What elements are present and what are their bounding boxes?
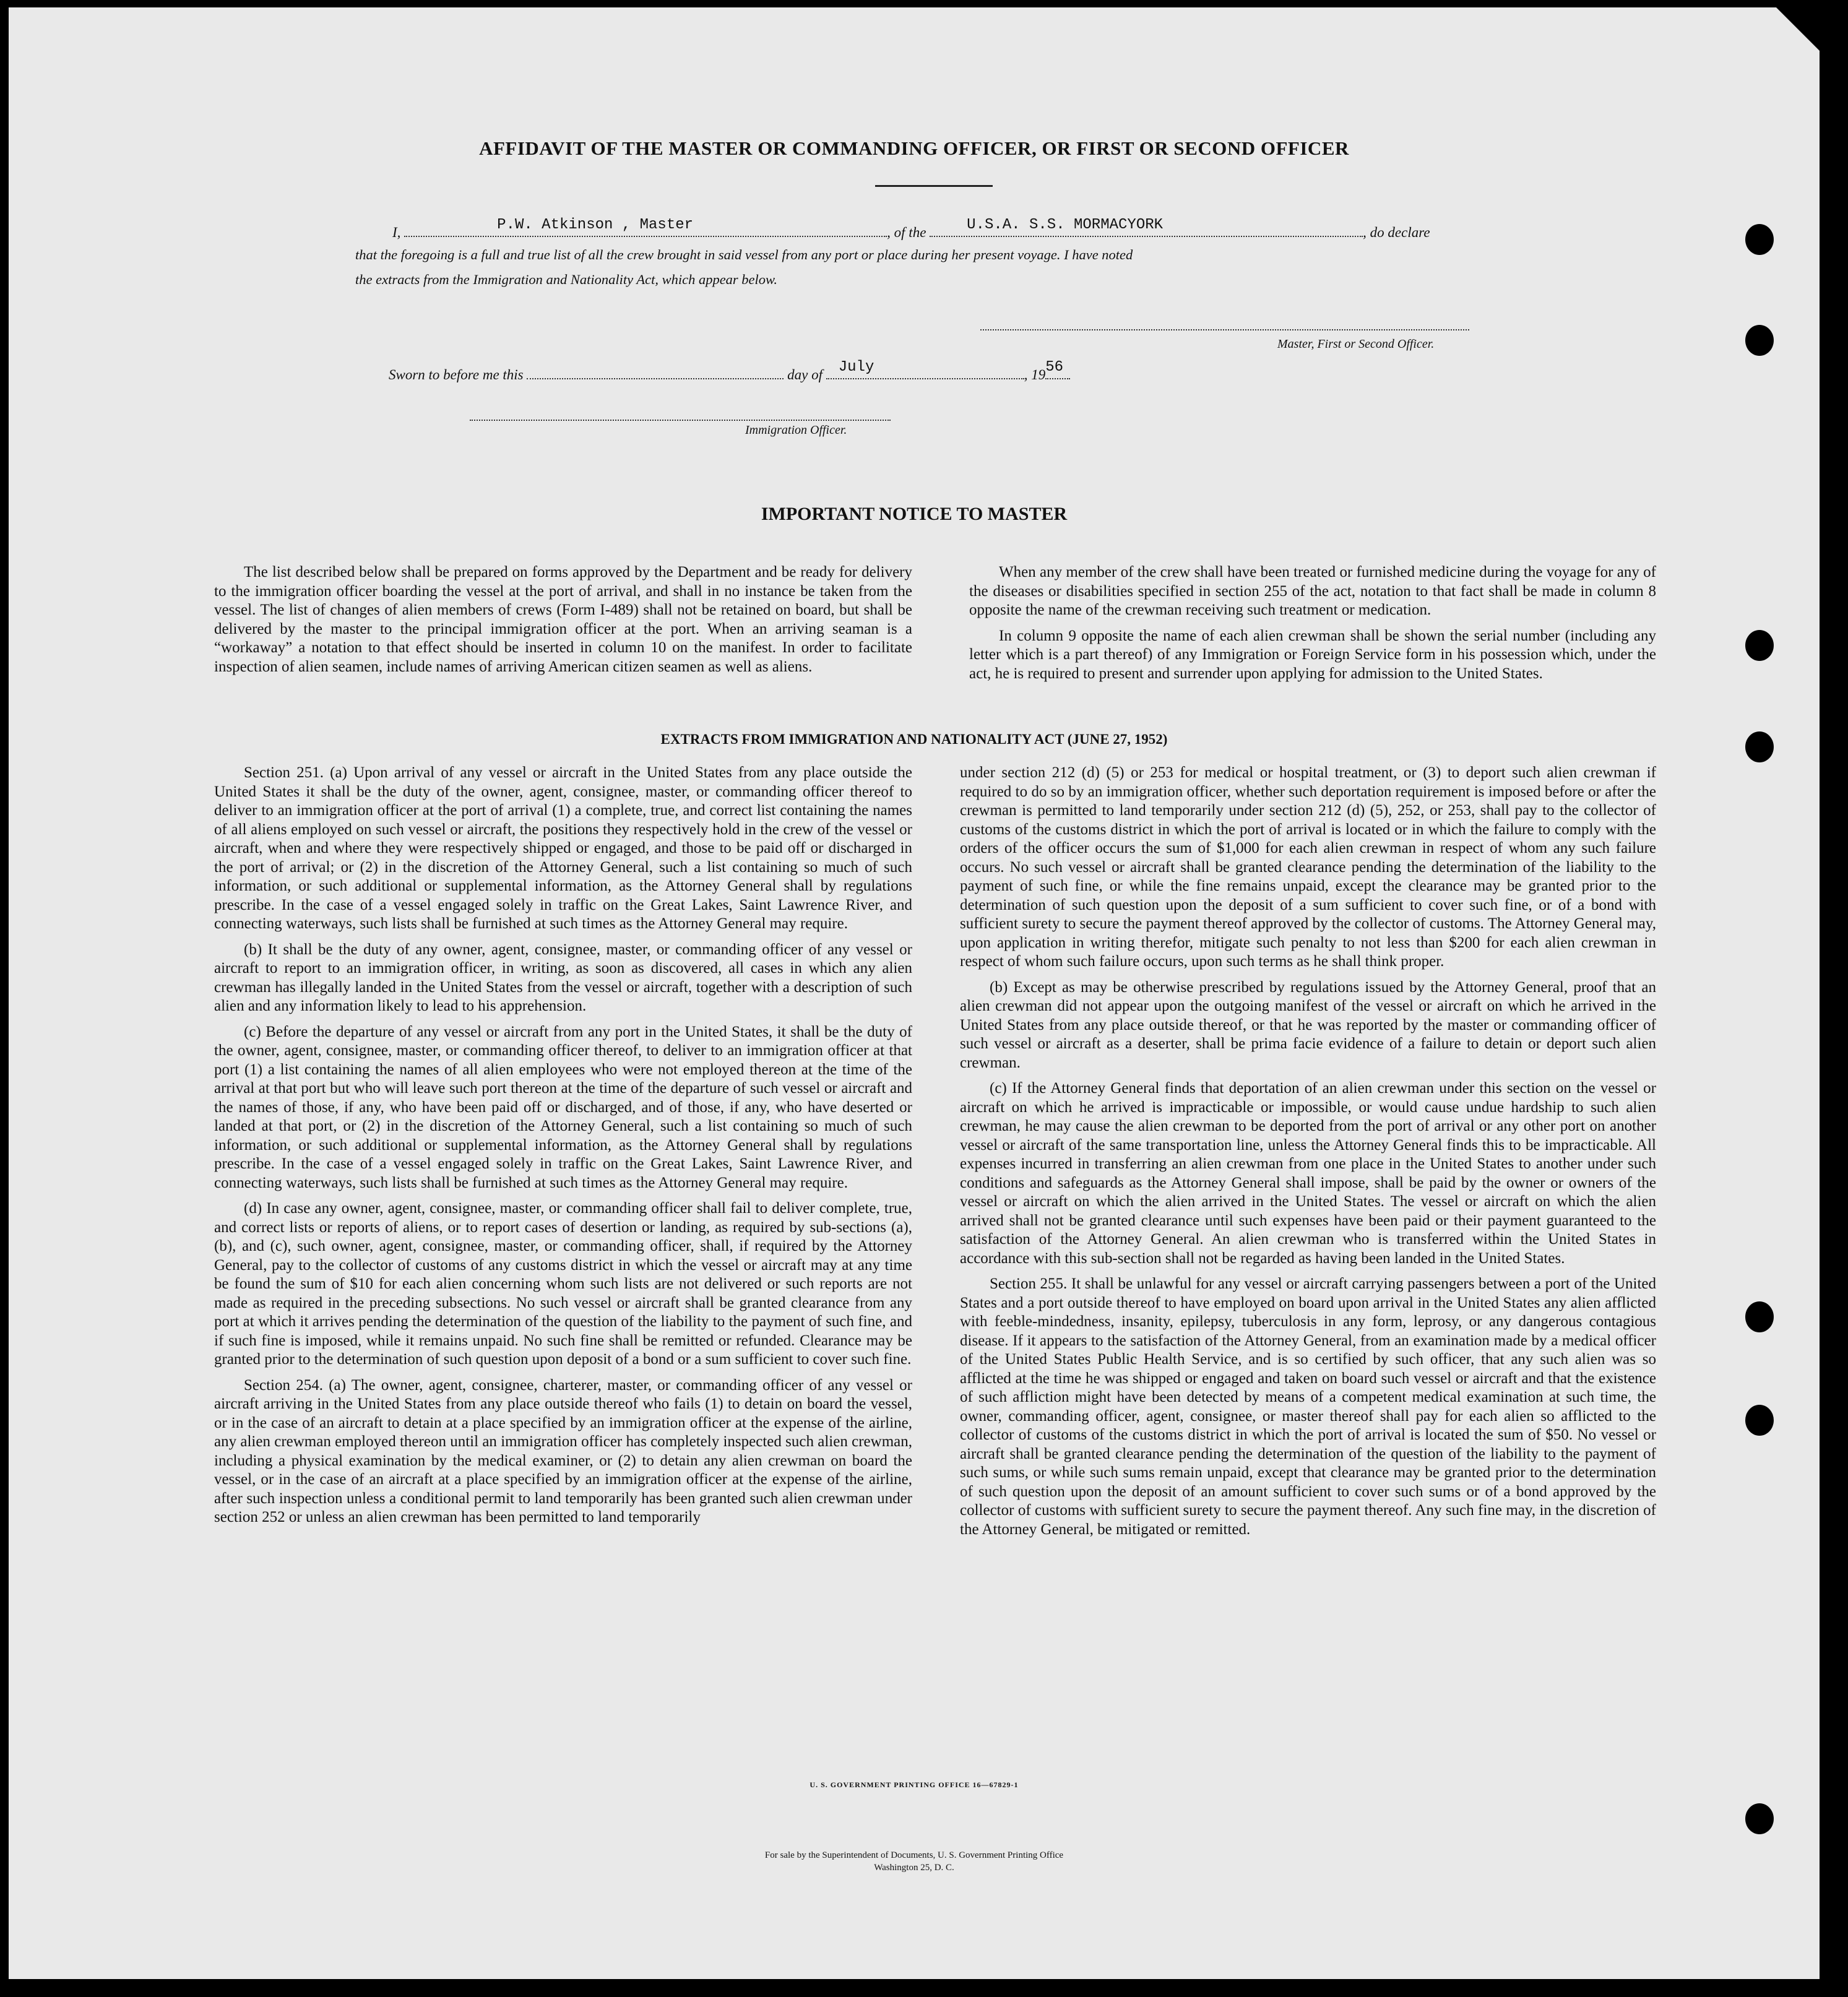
binder-hole bbox=[1745, 325, 1774, 356]
binder-hole bbox=[1745, 1405, 1774, 1436]
immigration-officer-caption: Immigration Officer. bbox=[745, 423, 847, 437]
i-label: I, bbox=[392, 225, 401, 240]
signature-caption: Master, First or Second Officer. bbox=[1277, 337, 1435, 351]
notice-right-paragraph-2: In column 9 opposite the name of each alien crewman shall be shown the serial number (including any letter which is a part thereof) of any Immigration or Foreign Service form in his possession which, under the act, he is required to present and surrender upon applying for admission to the United States. bbox=[969, 627, 1656, 682]
extracts-right-column bbox=[960, 764, 1656, 1546]
notice-right-paragraph-1: When any member of the crew shall have been treated or furnished medicine during the voyage for any of the diseases or disabilities specified in section 255 of the act, notation to that fact shall be made in column 8 opposite the name of the crewman receiving such treatment or medication. bbox=[969, 564, 1656, 618]
notice-title: IMPORTANT NOTICE TO MASTER bbox=[761, 504, 1068, 524]
vessel-name-field[interactable] bbox=[930, 217, 1363, 237]
gpo-imprint: U. S. GOVERNMENT PRINTING OFFICE 16—67829-1 bbox=[810, 1780, 1019, 1789]
binder-hole bbox=[1745, 1803, 1774, 1834]
sworn-day-field[interactable] bbox=[527, 363, 784, 379]
sworn-year-field[interactable] bbox=[1045, 359, 1070, 379]
vessel-name-value: U.S.A. S.S. MORMACYORK bbox=[967, 217, 1164, 233]
binder-hole bbox=[1745, 224, 1774, 255]
affidavit-line-3: the extracts from the Immigration and Nationality Act, which appear below. bbox=[355, 272, 778, 287]
sale-line-2: Washington 25, D. C. bbox=[874, 1863, 954, 1873]
sworn-label: Sworn to before me this bbox=[389, 367, 524, 382]
extract-section-254a: Section 254. (a) The owner, agent, consignee, charterer, master, or commanding officer of any vessel or aircraft arriving in the United States from any place outside thereof who fails (1) to detain on board the vessel, or in the case of an aircraft to detain at a place specified by an immigration officer at the expense of the airline, any alien crewman employed thereon until an immigration officer has completely inspected such alien crewman, including a physical examination by the medical examiner, or (2) to detain any alien crewman on board the vessel, or in the case of an aircraft at a place specified by an immigration officer at the expense of the airline, after such inspection unless a conditional permit to land temporarily has been granted such alien crewman under section 252 or unless an alien crewman has been permitted to land temporarily bbox=[214, 1376, 912, 1525]
extract-section-254a-cont: under section 212 (d) (5) or 253 for medical or hospital treatment, or (3) to deport such alien crewman if required to do so by an immigration officer, whether such deportation requirement is imposed before or after the crewman is permitted to land temporarily under section 212 (d) (5), 252, or 253, shall pay to the collector of customs of the customs district in which the port of arrival is located or in which the failure to comply with the orders of the officer occurs the sum of $1,000 for each alien crewman in respect of whom any such failure occurs. No such vessel or aircraft shall be granted clearance pending the determination of the liability to the payment of such fine, or while the fine remains unpaid, except the clearance may be granted prior to the determination of such question upon the deposit of a sum sufficient to cover such fine, or of a bond with sufficient surety to secure the payment thereof approved by the collector of customs. The Attorney General may, upon application in writing therefor, mitigate such penalty to not less than $200 for each alien crewman in respect of whom such failure occurs, upon such terms as he shall think proper. bbox=[960, 764, 1656, 970]
sworn-year-value: 56 bbox=[1045, 359, 1064, 376]
document-page bbox=[9, 7, 1820, 1979]
extract-section-251b: (b) It shall be the duty of any owner, agent, consignee, master, or commanding officer of any vessel or aircraft to report to an immigration officer, in writing, as soon as discovered, all cases in which any alien crewman has illegally landed in the United States from the vessel or aircraft, together with a description of such alien and any information likely to lead to his apprehension. bbox=[214, 941, 912, 1014]
immigration-officer-line[interactable] bbox=[470, 420, 891, 421]
extract-section-251a: Section 251. (a) Upon arrival of any vessel or aircraft in the United States from any place outside the United States it shall be the duty of the owner, agent, consignee, master, or commanding officer thereof to deliver to an immigration officer at the port of arrival (1) a complete, true, and correct list containing the names of all aliens employed on such vessel or aircraft, the positions they respectively hold in the crew of the vessel or aircraft, when and where they were respectively shipped or engaged, and those to be paid off or discharged in the port of arrival; or (2) in the discretion of the Attorney General, such a list containing so much of such information, or such additional or supplemental information, as the Attorney General shall by regulations prescribe. In the case of a vessel engaged solely in traffic on the Great Lakes, Saint Lawrence River, and connecting waterways, such lists shall be furnished at such times as the Attorney General may require. bbox=[214, 764, 912, 932]
of-the-label: , of the bbox=[887, 225, 926, 240]
sale-line-1: For sale by the Superintendent of Documents, U. S. Government Printing Office bbox=[764, 1850, 1064, 1860]
title-rule bbox=[875, 185, 993, 187]
master-name-field[interactable] bbox=[404, 217, 887, 237]
sworn-month-field[interactable] bbox=[826, 359, 1024, 379]
binder-hole bbox=[1745, 731, 1774, 762]
extract-section-251c: (c) Before the departure of any vessel or aircraft from any port in the United States, it shall be the duty of the owner, agent, consignee, master, or commanding officer thereof, to deliver to an immigration officer at that port (1) a list containing the names of all alien employees who were not employed thereon at the time of the arrival at that port but who will leave such port thereon at the time of the departure of such vessel or aircraft and the names of those, if any, who have been paid off or discharged, and of those, if any, who have deserted or landed at that port, or (2) in the discretion of the Attorney General, such a list containing so much of such information, or such additional or supplemental information, as the Attorney General shall by regulations prescribe. In the case of a vessel engaged solely in traffic on the Great Lakes, Saint Lawrence River, and connecting waterways, such lists shall be furnished at such times as the Attorney General may require. bbox=[214, 1023, 912, 1191]
sworn-line bbox=[389, 359, 1070, 383]
affidavit-line-2: that the foregoing is a full and true list of all the crew brought in said vessel from any port or place during her present voyage. I have noted bbox=[355, 247, 1133, 262]
affidavit-line-1 bbox=[392, 217, 1430, 241]
sworn-month-value: July bbox=[838, 359, 874, 376]
notice-right-column bbox=[969, 563, 1656, 690]
notice-left-paragraph: The list described below shall be prepared on forms approved by the Department and be ready for delivery to the immigration officer boarding the vessel at the port of arrival, and shall in no instance be taken from the vessel. The list of changes of alien members of crews (Form I-489) shall not be retained on board, but shall be delivered by the master to the principal immigration officer at the port. When an arriving seaman is a “workaway” a notation to that effect should be inserted in column 10 on the manifest. In order to facilitate inspection of alien seamen, include names of arriving American citizen seamen as well as aliens. bbox=[214, 564, 912, 675]
do-declare-label: , do declare bbox=[1363, 225, 1430, 240]
page-corner-cut bbox=[1776, 7, 1820, 51]
master-name-value: P.W. Atkinson , Master bbox=[497, 217, 694, 233]
extract-section-254c: (c) If the Attorney General finds that deportation of an alien crewman under this section on the vessel or aircraft on which he arrived is impracticable or impossible, or would cause undue hardship to such alien crewman, he may cause the alien crewman to be deported from the port of arrival or any other port on another vessel or aircraft of the same transportation line, unless the Attorney General finds this to be impracticable. All expenses incurred in transferring an alien crewman from one place in the United States to another under such conditions and safeguards as the Attorney General shall impose, shall be paid by the owner or owners of the vessel or aircraft on which the alien arrived in the United States. The vessel or aircraft on which the alien arrived shall not be granted clearance until such expenses have been paid or their payment guaranteed to the satisfaction of the Attorney General. An alien crewman who is transferred within the United States in accordance with this sub-section shall not be regarded as having been landed in the United States. bbox=[960, 1080, 1656, 1267]
extract-section-251d: (d) In case any owner, agent, consignee, master, or commanding officer shall fail to deliver complete, true, and correct lists or reports of aliens, or to report cases of desertion or landing, as required by sub-sections (a), (b), and (c), such owner, agent, consignee, master, or commanding officer, shall, if required by the Attorney General, pay to the collector of customs of any customs district in which the vessel or aircraft may at any time be found the sum of $10 for each alien concerning whom such lists are not delivered or such reports are not made as required in the preceding subsections. No such vessel or aircraft shall be granted clearance from any port at which it arrives pending the determination of the question of the liability to the payment of such fine, and if such fine is imposed, while it remains unpaid. No such fine shall be remitted or refunded. Clearance may be granted prior to the determination of such question upon deposit of a bond or a sum sufficient to cover such fine. bbox=[214, 1200, 912, 1368]
day-of-label: day of bbox=[787, 367, 823, 382]
extract-section-255: Section 255. It shall be unlawful for any vessel or aircraft carrying passengers between a port of the United States and a port outside thereof to have employed on board upon arrival in the United States any alien afflicted with feeble-mindedness, insanity, epilepsy, tuberculosis in any form, leprosy, or any dangerous contagious disease. If it appears to the satisfaction of the Attorney General, from an examination made by a medical officer of the United States Public Health Service, and is so certified by such officer, that any such alien was so afflicted at the time he was shipped or engaged and taken on board such vessel or aircraft and that the existence of such affliction might have been detected by means of a competent medical examination at such time, the owner, commanding officer, agent, consignee, or master thereof shall pay for each alien so afflicted to the collector of customs of the customs district in which the port of arrival is located the sum of $50. No vessel or aircraft shall be granted clearance pending the determination of the question of the liability to the payment of such sums, or while such sums remain unpaid, except that clearance may be granted prior to the determination of such question upon the deposit of an amount sufficient to cover such sums or of a bond approved by the collector of customs with sufficient surety to secure the payment thereof. Any such fine may, in the discretion of the Attorney General, be mitigated or remitted. bbox=[960, 1275, 1656, 1538]
extract-section-254b: (b) Except as may be otherwise prescribed by regulations issued by the Attorney General, proof that an alien crewman did not appear upon the outgoing manifest of the vessel or aircraft on which he arrived in the United States from any place outside thereof, or that he was reported by the master or commanding officer of such vessel or aircraft as a deserter, shall be prima facie evidence of a failure to detain or deport such alien crewman. bbox=[960, 978, 1656, 1071]
signature-line[interactable] bbox=[980, 329, 1469, 330]
notice-left-column bbox=[214, 563, 912, 683]
sale-notice bbox=[9, 1849, 1820, 1874]
extracts-title: EXTRACTS FROM IMMIGRATION AND NATIONALITY ACT (JUNE 27, 1952) bbox=[660, 731, 1168, 747]
extracts-left-column bbox=[214, 764, 912, 1534]
affidavit-title: AFFIDAVIT OF THE MASTER OR COMMANDING OFFICER, OR FIRST OR SECOND OFFICER bbox=[479, 137, 1349, 159]
year-prefix: , 19 bbox=[1024, 367, 1046, 382]
binder-hole bbox=[1745, 1301, 1774, 1332]
binder-hole bbox=[1745, 630, 1774, 661]
